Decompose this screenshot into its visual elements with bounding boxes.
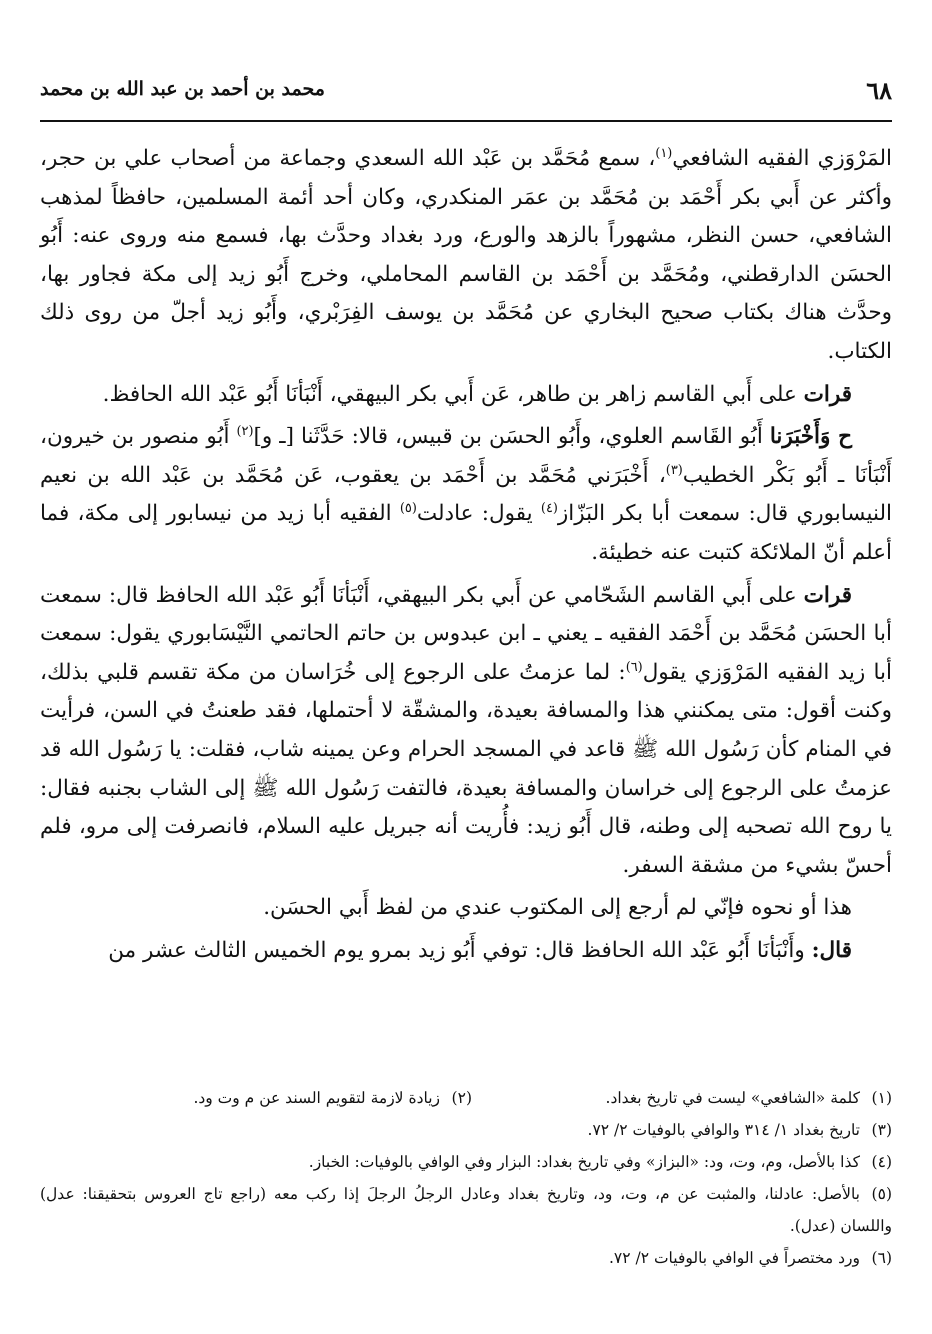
paragraph-text: أَبُو القَاسم العلوي، وأَبُو الحسَن بن قبيس، قالا: حَدَّثَنا [ـ و]: [253, 424, 770, 450]
footnote-ref[interactable]: (٢): [236, 424, 254, 439]
footnotes: [40, 1082, 892, 1274]
paragraph-text: ، سمع مُحَمَّد بن عَبْد الله السعدي وجماعة من أصحاب علي بن حجر، وأكثر عن أَبي بكر أَحْمَد بن مُحَمَّد بن عمَر المنكدري، وكان أحد أئمة المسلمين، حافظاً لمذهب الشافعي، حسن النظر، مشهوراً بالزهد والورع، ورد بغداد وحدَّث بها، فسمع منه وروى عنه: أَبُو الحسَن الدارقطني، ومُحَمَّد بن أَحْمَد بن القاسم المحاملي، وخرج أَبُو زيد إلى مكة فجاور بها، وحدَّث هناك بكتاب صحيح البخاري عن مُحَمَّد بن يوسف الفِرَبْري، وأَبُو زيد أجلّ من روى ذلك الكتاب.: [40, 146, 892, 364]
running-head: محمد بن أحمد بن عبد الله بن محمد: [40, 78, 325, 100]
paragraph-text: الفقيه أبا زيد من نيسابور إلى مكة، فما أعلم أنّ الملائكة كتبت عنه خطيئة.: [40, 501, 892, 565]
paragraph-text: المَرْوَزي الفقيه الشافعي: [672, 146, 892, 171]
paragraph-text: يقول: عادلت: [416, 501, 541, 527]
paragraph-lead: قرات: [803, 582, 852, 608]
paragraph-lead: قرات: [803, 381, 852, 407]
paragraph-note: [40, 889, 892, 928]
paragraph-biography: [40, 140, 892, 372]
footnote-2: (٢)زيادة لازمة لتقويم السند عن م وت ود.: [193, 1089, 472, 1107]
footnote-ref[interactable]: (٥): [399, 501, 417, 517]
footnote-4: (٤)كذا بالأصل، وم، وت، ود: «البزاز» وفي تاريخ بغداد: البزار وفي الوافي بالوفيات: الخباز.: [308, 1153, 892, 1171]
paragraph-text: : لما عزمتُ على الرجوع إلى خُرَاسان من مكة تقسم قلبي بذلك، وكنت أقول: متى يمكنني هذا والمسافة بعيدة، والمشقّة لا أحتملها، فقد طعنتُ في السن، فرأيت في المنام كأن رَسُول الله ﷺ قاعد في المسجد الحرام وعن يمينه شاب، فقلت: يا رَسُول الله قد عزمتُ على الرجوع إلى خراسان والمسافة بعيدة، فالتفت رَسُول الله ﷺ إلى الشاب بجنبه فقال: يا روح الله تصحبه إلى وطنه، قال أَبُو زيد: فأُريت أنه جبريل عليه السلام، فانصرفت إلى مرو، فلم أحسّ بشيء من مشقة السفر.: [40, 659, 892, 878]
paragraph-text: ، أَخْبَرَني مُحَمَّد بن أَحْمَد بن يعقوب، عَن مُحَمَّد بن عَبْد الله بن نعيم النيسابوري قال: سمعت أبا بكر البَزّاز: [40, 462, 892, 527]
footnote-ref[interactable]: (٤): [540, 501, 558, 517]
footnote-ref[interactable]: (٣): [665, 462, 683, 478]
footnote-3: (٣)تاريخ بغداد ١/ ٣١٤ والوافي بالوفيات ٢/ ٧٢.: [587, 1121, 892, 1139]
paragraph-lead: قال:: [811, 937, 852, 963]
paragraph-isnad-1: [40, 376, 892, 415]
paragraph-text: أَبُو منصور بن خيرون، أَنْبَأنَا ـ أَبُو بَكْر الخطيب: [40, 424, 892, 488]
paragraph-isnad-2: [40, 418, 892, 572]
paragraph-dream-narration: [40, 577, 892, 886]
footnote-row: [40, 1082, 892, 1114]
page-number: ٦٨: [866, 76, 892, 105]
paragraph-text: وأَنْبَأنَا أَبُو عَبْد الله الحافظ قال: توفي أَبُو زيد بمرو يوم الخميس الثالث عشر من: [108, 937, 812, 963]
page-header: [40, 60, 892, 122]
footnote-1: (١)كلمة «الشافعي» ليست في تاريخ بغداد.: [605, 1089, 892, 1107]
paragraph-text: هذا أو نحوه فإنّي لم أرجع إلى المكتوب عندي من لفظ أَبي الحسَن.: [263, 895, 852, 921]
footnote-6: (٦)ورد مختصراً في الوافي بالوفيات ٢/ ٧٢.: [608, 1249, 892, 1267]
main-text: [40, 140, 892, 970]
footnote-ref[interactable]: (١): [655, 145, 673, 161]
footnote-ref[interactable]: (٦): [625, 659, 643, 675]
paragraph-death-report: [40, 932, 892, 971]
paragraph-text: على أَبي القاسم الشَحّامي عن أَبي بكر البيهقي، أَنْبَأنَا أَبُو عَبْد الله الحافظ قال: سمعت أبا الحسَن مُحَمَّد بن أَحْمَد الفقيه ـ يعني ـ ابن عبدوس بن حاتم الحاتمي النَّيْسَابوري يقول: سمعت أبا زيد الفقيه المَرْوَزي يقول: [40, 582, 892, 685]
paragraph-text: على أَبي القاسم زاهر بن طاهر، عَن أَبي بكر البيهقي، أَنْبَأنَا أَبُو عَبْد الله الحافظ.: [102, 381, 804, 407]
paragraph-lead: ح وَأَخْبَرَنا: [769, 424, 852, 450]
footnote-5: (٥)بالأصل: عادلنا، والمثبت عن م، وت، ود، وتاريخ بغداد وعادل الرجلُ الرجلَ إذا ركب معه (راجع تاج العروس بتحقيقنا: عدل) واللسان (عدل).: [40, 1185, 892, 1235]
